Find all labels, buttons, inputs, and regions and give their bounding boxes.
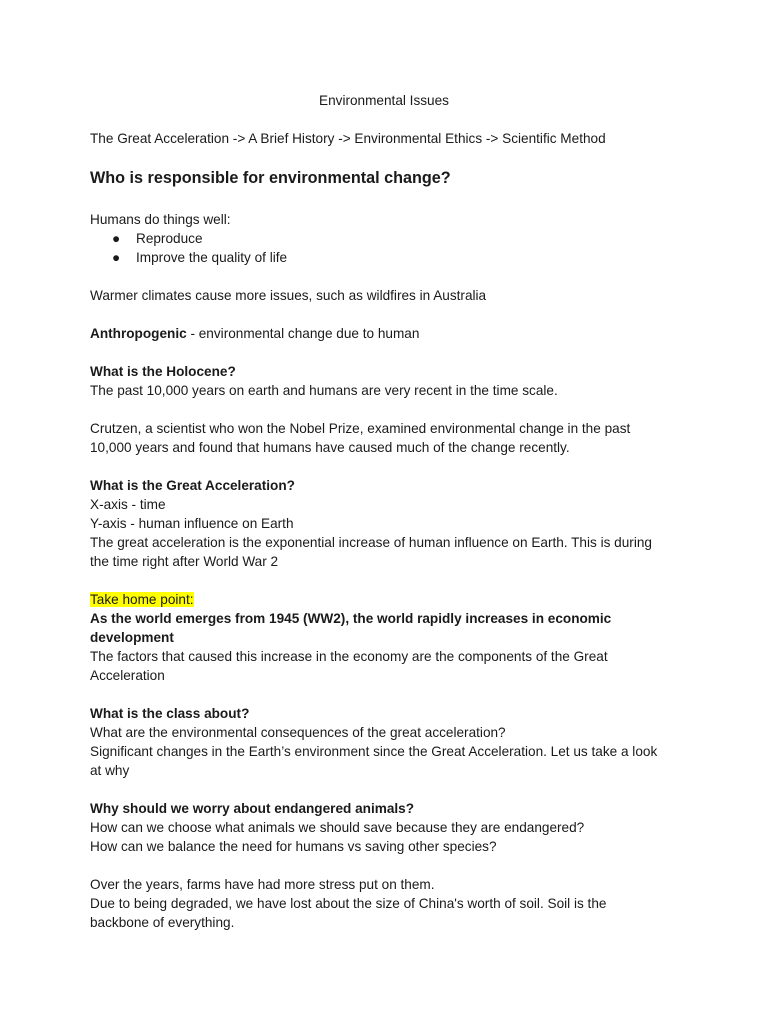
- class-question: What is the class about?: [90, 706, 250, 721]
- topic-breadcrumb: The Great Acceleration -> A Brief History -> Environmental Ethics -> Scientific Method: [90, 131, 606, 146]
- anthropogenic-definition: [90, 324, 680, 343]
- section-heading: Who is responsible for environmental change?: [90, 169, 451, 187]
- humans-intro: Humans do things well:: [90, 212, 231, 227]
- anthropogenic-text: - environmental change due to human: [186, 326, 420, 341]
- y-axis-note: Y-axis - human influence on Earth: [90, 516, 294, 531]
- holocene-answer: The past 10,000 years on earth and humans are very recent in the time scale.: [90, 383, 558, 398]
- x-axis-note: X-axis - time: [90, 497, 166, 512]
- list-item: [90, 248, 680, 267]
- crutzen-line-2: 10,000 years and found that humans have caused much of the change recently.: [90, 440, 570, 455]
- holocene-question: What is the Holocene?: [90, 364, 236, 379]
- farms-line-3: backbone of everything.: [90, 915, 235, 930]
- list-item-text: Improve the quality of life: [136, 250, 288, 265]
- factors-line-2: Acceleration: [90, 668, 165, 683]
- endangered-question: Why should we worry about endangered animals?: [90, 801, 415, 816]
- document-body: [90, 210, 680, 932]
- farms-line-2: Due to being degraded, we have lost about the size of China's worth of soil. Soil is the: [90, 896, 607, 911]
- endangered-answer-2: How can we balance the need for humans vs saving other species?: [90, 839, 497, 854]
- list-item: [90, 229, 680, 248]
- take-home-highlight: Take home point:: [90, 592, 194, 607]
- warmer-climates-text: Warmer climates cause more issues, such as wildfires in Australia: [90, 288, 487, 303]
- key-point-line-1: As the world emerges from 1945 (WW2), the world rapidly increases in economic: [90, 611, 612, 626]
- great-acceleration-def-2: the time right after World War 2: [90, 554, 279, 569]
- factors-line-1: The factors that caused this increase in the economy are the components of the Great: [90, 649, 608, 664]
- farms-line-1: Over the years, farms have had more stress put on them.: [90, 877, 435, 892]
- take-home-point: [90, 590, 680, 609]
- anthropogenic-term: Anthropogenic: [90, 326, 187, 341]
- bullet-icon: ●: [112, 231, 121, 246]
- great-acceleration-question: What is the Great Acceleration?: [90, 478, 295, 493]
- bullet-icon: ●: [112, 250, 121, 265]
- great-acceleration-def-1: The great acceleration is the exponential increase of human influence on Earth. This is during: [90, 535, 652, 550]
- class-answer-2-line-2: at why: [90, 763, 130, 778]
- bullet-list: [90, 229, 680, 267]
- class-answer-1: What are the environmental consequences of the great acceleration?: [90, 725, 506, 740]
- key-point-line-2: development: [90, 630, 174, 645]
- list-item-text: Reproduce: [136, 231, 203, 246]
- endangered-answer-1: How can we choose what animals we should save because they are endangered?: [90, 820, 585, 835]
- crutzen-line-1: Crutzen, a scientist who won the Nobel Prize, examined environmental change in the past: [90, 421, 631, 436]
- document-title: Environmental Issues: [319, 93, 449, 108]
- class-answer-2-line-1: Significant changes in the Earth’s environment since the Great Acceleration. Let us take a look: [90, 744, 658, 759]
